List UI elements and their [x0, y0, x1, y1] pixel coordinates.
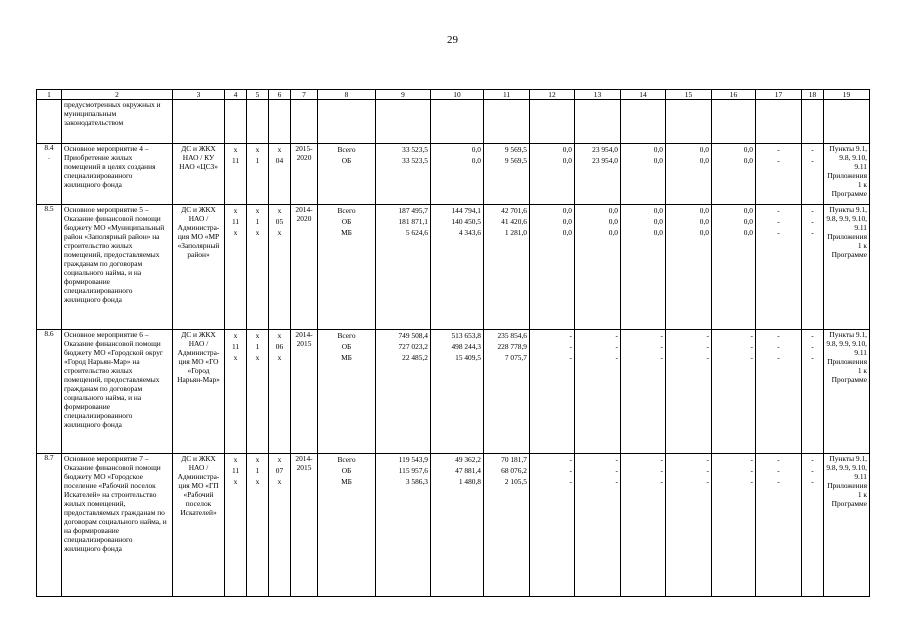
amount-c10: 140 450,5 — [451, 217, 481, 226]
funding-source: ОБ — [341, 466, 352, 475]
amount-c11: 2 105,5 — [504, 477, 527, 486]
amount-c15: 0,0 — [699, 156, 709, 165]
column-number-1: 1 — [37, 90, 62, 100]
amount-c9: 5 624,6 — [405, 228, 428, 237]
code-col-4: х — [233, 331, 238, 340]
amount-c17: - — [777, 145, 780, 154]
amount-c13: - — [615, 455, 618, 464]
amount-c16: - — [750, 331, 753, 340]
code-col-5: 1 — [255, 156, 260, 165]
amount-c11: 9 569,5 — [504, 145, 527, 154]
code-col-5-cell — [247, 454, 269, 597]
amount-c17: - — [777, 477, 780, 486]
amount-c13: 23 954,0 — [592, 156, 618, 165]
amount-c10: 49 362,2 — [455, 455, 481, 464]
amount-c9: 115 957,6 — [398, 466, 428, 475]
amount-c18: - — [811, 331, 814, 340]
code-col-4: 11 — [231, 466, 240, 475]
amount-c18: - — [811, 145, 814, 154]
amount-c10: 144 794,1 — [451, 206, 481, 215]
amount-c11: 70 181,7 — [501, 455, 527, 464]
amount-c16-cell — [712, 454, 756, 597]
amount-c14: - — [660, 455, 663, 464]
amount-c11-cell — [484, 330, 530, 454]
amount-c11-cell — [484, 144, 530, 205]
table-row — [37, 205, 870, 330]
amount-c10: 15 409,5 — [455, 353, 481, 362]
code-col-5: х — [255, 228, 260, 237]
funding-source: Всего — [337, 455, 356, 464]
amount-c17: - — [777, 156, 780, 165]
amount-c15: - — [706, 331, 709, 340]
row-number: 8.7 — [44, 453, 54, 462]
code-col-4: х — [233, 145, 238, 154]
executor: ДС и ЖКХ НАО / Администра-ция МО «МР «Заполярный район» — [173, 205, 225, 330]
column-number-10: 10 — [431, 90, 484, 100]
code-col-5: 1 — [255, 466, 260, 475]
code-col-6: х — [277, 228, 282, 237]
continuation-text: предусмотренных окружных и муниципальным законодательством — [62, 100, 173, 144]
amount-c9: 33 523,5 — [402, 145, 428, 154]
amount-c14: - — [660, 353, 663, 362]
amount-c18-cell — [802, 144, 824, 205]
column-number-7: 7 — [291, 90, 318, 100]
code-col-4-cell — [225, 205, 247, 330]
funding-source: МБ — [341, 477, 352, 486]
amount-c12: 0,0 — [562, 156, 572, 165]
amount-c16: - — [750, 342, 753, 351]
amount-c13-cell — [575, 144, 621, 205]
amount-c16-cell — [712, 330, 756, 454]
amount-c15: - — [706, 455, 709, 464]
amount-c17-cell — [756, 205, 802, 330]
column-numbers-header — [37, 90, 870, 100]
amount-c17: - — [777, 331, 780, 340]
code-col-5: х — [255, 145, 260, 154]
amount-c9: 187 495,7 — [398, 206, 428, 215]
amount-c10: 513 653,8 — [451, 331, 481, 340]
amount-c17-cell — [756, 144, 802, 205]
amount-c16: 0,0 — [743, 228, 753, 237]
amount-c11: 42 701,6 — [501, 206, 527, 215]
code-col-5-cell — [247, 205, 269, 330]
code-col-6: х — [277, 331, 282, 340]
amount-c12: 0,0 — [562, 145, 572, 154]
row-number-mark: . — [48, 151, 50, 161]
amount-c9: 749 508,4 — [398, 331, 428, 340]
funding-source: ОБ — [341, 156, 352, 165]
code-col-5-cell — [247, 330, 269, 454]
amount-c11: 41 420,6 — [501, 217, 527, 226]
amount-c11: 228 778,9 — [497, 342, 527, 351]
amount-c11-cell — [484, 454, 530, 597]
amount-c15: - — [706, 477, 709, 486]
amount-c15-cell — [666, 330, 712, 454]
executor: ДС и ЖКХ НАО / Администра-ция МО «ГП «Рабочий поселок Искателей» — [173, 454, 225, 597]
code-col-6: х — [277, 353, 282, 362]
funding-source: Всего — [337, 145, 356, 154]
code-col-6: 06 — [275, 342, 284, 351]
amount-c12: - — [569, 353, 572, 362]
reference: Пункты 9.1, 9.8, 9.9, 9.10, 9.11 Приложения 1 к Программе — [824, 205, 870, 330]
amount-c13-cell — [575, 330, 621, 454]
amount-c16: 0,0 — [743, 217, 753, 226]
amount-c17: - — [777, 342, 780, 351]
amount-c14-cell — [621, 330, 666, 454]
code-col-4: х — [233, 206, 238, 215]
code-col-6: х — [277, 477, 282, 486]
amount-c17: - — [777, 353, 780, 362]
funding-source: Всего — [337, 206, 356, 215]
funding-source: Всего — [337, 331, 356, 340]
funding-source-cell — [318, 454, 376, 597]
amount-c12: - — [569, 477, 572, 486]
amount-c17: - — [777, 217, 780, 226]
code-col-5: х — [255, 477, 260, 486]
code-col-6: х — [277, 206, 282, 215]
amount-c10-cell — [431, 144, 484, 205]
amount-c10: 0,0 — [471, 145, 481, 154]
amount-c18: - — [811, 217, 814, 226]
column-number-17: 17 — [756, 90, 802, 100]
code-col-5-cell — [247, 144, 269, 205]
amount-c9-cell — [376, 330, 431, 454]
amount-c12-cell — [530, 144, 575, 205]
row-number: 8.4 — [44, 143, 54, 152]
code-col-4: 11 — [231, 156, 240, 165]
amount-c10: 47 881,4 — [455, 466, 481, 475]
amount-c16: 0,0 — [743, 206, 753, 215]
amount-c14: 0,0 — [653, 206, 663, 215]
column-number-18: 18 — [802, 90, 824, 100]
code-col-5: х — [255, 331, 260, 340]
amount-c11-cell — [484, 205, 530, 330]
code-col-6-cell — [269, 454, 291, 597]
code-col-4: 11 — [231, 342, 240, 351]
funding-source: ОБ — [341, 217, 352, 226]
amount-c9: 22 485,2 — [402, 353, 428, 362]
code-col-6: х — [277, 145, 282, 154]
amount-c9-cell — [376, 144, 431, 205]
code-col-4: 11 — [231, 217, 240, 226]
amount-c17-cell — [756, 454, 802, 597]
reference: Пункты 9.1, 9.8, 9.9, 9.10, 9.11 Приложения 1 к Программе — [824, 454, 870, 597]
amount-c18: - — [811, 342, 814, 351]
amount-c11: 235 854,6 — [497, 331, 527, 340]
code-col-4: х — [233, 477, 238, 486]
amount-c15: - — [706, 466, 709, 475]
amount-c11: 68 076,2 — [501, 466, 527, 475]
amount-c16-cell — [712, 144, 756, 205]
column-number-6: 6 — [269, 90, 291, 100]
amount-c18-cell — [802, 205, 824, 330]
amount-c13: 23 954,0 — [592, 145, 618, 154]
code-col-5: х — [255, 206, 260, 215]
amount-c12: 0,0 — [562, 206, 572, 215]
amount-c13: 0,0 — [608, 206, 618, 215]
code-col-4: х — [233, 353, 238, 362]
code-col-6: 07 — [275, 466, 284, 475]
column-number-8: 8 — [318, 90, 376, 100]
amount-c9: 181 871,1 — [398, 217, 428, 226]
code-col-6-cell — [269, 205, 291, 330]
amount-c14-cell — [621, 205, 666, 330]
amount-c11: 1 281,0 — [504, 228, 527, 237]
measure-name: Основное мероприятие 7 – Оказание финансовой помощи бюджету МО «Городское поселение «Рабочий поселок Искателей» на строительство жилых помещений, предоставляемых гражданам по договорам социального найма, и на формирование специализированного жилищного фонда — [62, 454, 173, 597]
amount-c13: 0,0 — [608, 217, 618, 226]
executor: ДС и ЖКХ НАО / Администра-ция МО «ГО «Город Нарьян-Мар» — [173, 330, 225, 454]
amount-c9: 727 023,2 — [398, 342, 428, 351]
amount-c12-cell — [530, 205, 575, 330]
amount-c16: - — [750, 466, 753, 475]
years: 2014-2020 — [291, 205, 318, 330]
table-row — [37, 144, 870, 205]
amount-c14: 0,0 — [653, 156, 663, 165]
column-number-9: 9 — [376, 90, 431, 100]
continuation-row — [37, 100, 870, 144]
amount-c13: - — [615, 466, 618, 475]
amount-c12-cell — [530, 330, 575, 454]
amount-c12: - — [569, 342, 572, 351]
amount-c11: 9 569,5 — [504, 156, 527, 165]
reference: Пункты 9.1, 9.8, 9.10, 9.11 Приложения 1 к Программе — [824, 144, 870, 205]
amount-c10: 4 343,6 — [458, 228, 481, 237]
column-number-11: 11 — [484, 90, 530, 100]
amount-c13-cell — [575, 205, 621, 330]
years: 2015-2020 — [291, 144, 318, 205]
amount-c14: 0,0 — [653, 145, 663, 154]
amount-c15-cell — [666, 454, 712, 597]
amount-c16-cell — [712, 205, 756, 330]
code-col-6: х — [277, 455, 282, 464]
amount-c12: 0,0 — [562, 217, 572, 226]
amount-c12: - — [569, 466, 572, 475]
amount-c9: 33 523,5 — [402, 156, 428, 165]
row-number-cell — [37, 330, 62, 454]
amount-c15: 0,0 — [699, 228, 709, 237]
amount-c17: - — [777, 228, 780, 237]
amount-c13: - — [615, 331, 618, 340]
executor: ДС и ЖКХ НАО / КУ НАО «ЦСЗ» — [173, 144, 225, 205]
funding-source-cell — [318, 330, 376, 454]
amount-c11: 7 075,7 — [504, 353, 527, 362]
amount-c18: - — [811, 156, 814, 165]
code-col-6: 05 — [275, 217, 284, 226]
amount-c14-cell — [621, 454, 666, 597]
amount-c18-cell — [802, 330, 824, 454]
amount-c18: - — [811, 466, 814, 475]
row-number: 8.5 — [44, 204, 54, 213]
column-number-16: 16 — [712, 90, 756, 100]
row-number-cell — [37, 205, 62, 330]
amount-c15-cell — [666, 205, 712, 330]
table-row — [37, 454, 870, 597]
amount-c15: 0,0 — [699, 145, 709, 154]
column-number-19: 19 — [824, 90, 870, 100]
funding-source-cell — [318, 205, 376, 330]
row-number-cell — [37, 144, 62, 205]
code-col-6-cell — [269, 330, 291, 454]
table-row — [37, 330, 870, 454]
code-col-4: х — [233, 228, 238, 237]
amount-c10-cell — [431, 454, 484, 597]
program-table — [36, 89, 870, 597]
column-number-4: 4 — [225, 90, 247, 100]
code-col-6-cell — [269, 144, 291, 205]
funding-source: МБ — [341, 228, 352, 237]
amount-c17: - — [777, 206, 780, 215]
amount-c18: - — [811, 455, 814, 464]
amount-c18-cell — [802, 454, 824, 597]
measure-name: Основное мероприятие 4 – Приобретение жилых помещений в целях создания специализированного жилищного фонда — [62, 144, 173, 205]
amount-c10-cell — [431, 205, 484, 330]
page-number: 29 — [447, 34, 458, 46]
amount-c10-cell — [431, 330, 484, 454]
amount-c12-cell — [530, 454, 575, 597]
column-number-2: 2 — [62, 90, 173, 100]
amount-c18: - — [811, 206, 814, 215]
amount-c17: - — [777, 455, 780, 464]
amount-c14: 0,0 — [653, 228, 663, 237]
measure-name: Основное мероприятие 6 – Оказание финансовой помощи бюджету МО «Городской округ «Город Нарьян-Мар» на строительство жилых помещений, предоставляемых гражданам по договорам социального найма, и на формирование специализированного жилищного фонда — [62, 330, 173, 454]
column-number-14: 14 — [621, 90, 666, 100]
row-number: 8.6 — [44, 329, 54, 338]
code-col-6: 04 — [275, 156, 284, 165]
code-col-4-cell — [225, 454, 247, 597]
code-col-4-cell — [225, 144, 247, 205]
amount-c14: - — [660, 331, 663, 340]
column-number-13: 13 — [575, 90, 621, 100]
amount-c14-cell — [621, 144, 666, 205]
amount-c18: - — [811, 353, 814, 362]
code-col-4: х — [233, 455, 238, 464]
column-number-15: 15 — [666, 90, 712, 100]
column-number-5: 5 — [247, 90, 269, 100]
amount-c16: 0,0 — [743, 156, 753, 165]
amount-c14: - — [660, 466, 663, 475]
code-col-5: х — [255, 353, 260, 362]
amount-c15: 0,0 — [699, 217, 709, 226]
amount-c13: - — [615, 477, 618, 486]
code-col-5: 1 — [255, 342, 260, 351]
amount-c16: 0,0 — [743, 145, 753, 154]
amount-c12: - — [569, 455, 572, 464]
amount-c10: 0,0 — [471, 156, 481, 165]
amount-c13: 0,0 — [608, 228, 618, 237]
column-number-12: 12 — [530, 90, 575, 100]
amount-c14: - — [660, 342, 663, 351]
amount-c15-cell — [666, 144, 712, 205]
amount-c14: 0,0 — [653, 217, 663, 226]
amount-c9-cell — [376, 205, 431, 330]
amount-c13: - — [615, 353, 618, 362]
amount-c14: - — [660, 477, 663, 486]
amount-c16: - — [750, 455, 753, 464]
code-col-5: х — [255, 455, 260, 464]
amount-c18: - — [811, 477, 814, 486]
amount-c12: - — [569, 331, 572, 340]
years: 2014-2015 — [291, 454, 318, 597]
amount-c12: 0,0 — [562, 228, 572, 237]
amount-c16: - — [750, 477, 753, 486]
amount-c10: 498 244,3 — [451, 342, 481, 351]
amount-c15: 0,0 — [699, 206, 709, 215]
funding-source-cell — [318, 144, 376, 205]
code-col-4-cell — [225, 330, 247, 454]
amount-c10: 1 480,8 — [458, 477, 481, 486]
funding-source: ОБ — [341, 342, 352, 351]
amount-c15: - — [706, 342, 709, 351]
code-col-5: 1 — [255, 217, 260, 226]
amount-c16: - — [750, 353, 753, 362]
amount-c9: 3 586,3 — [405, 477, 428, 486]
years: 2014-2015 — [291, 330, 318, 454]
amount-c18: - — [811, 228, 814, 237]
amount-c9-cell — [376, 454, 431, 597]
funding-source: МБ — [341, 353, 352, 362]
amount-c9: 119 543,9 — [398, 455, 428, 464]
amount-c15: - — [706, 353, 709, 362]
amount-c13-cell — [575, 454, 621, 597]
amount-c17-cell — [756, 330, 802, 454]
reference: Пункты 9.1, 9.8, 9.9, 9.10, 9.11 Приложения 1 к Программе — [824, 330, 870, 454]
row-number-cell — [37, 454, 62, 597]
column-number-3: 3 — [173, 90, 225, 100]
amount-c13: - — [615, 342, 618, 351]
measure-name: Основное мероприятие 5 – Оказание финансовой помощи бюджету МО «Муниципальный район «Заполярный район» на строительство жилых помещений, предоставляемых гражданам по договорам социального найма, и на формирование специализированного жилищного фонда — [62, 205, 173, 330]
amount-c17: - — [777, 466, 780, 475]
